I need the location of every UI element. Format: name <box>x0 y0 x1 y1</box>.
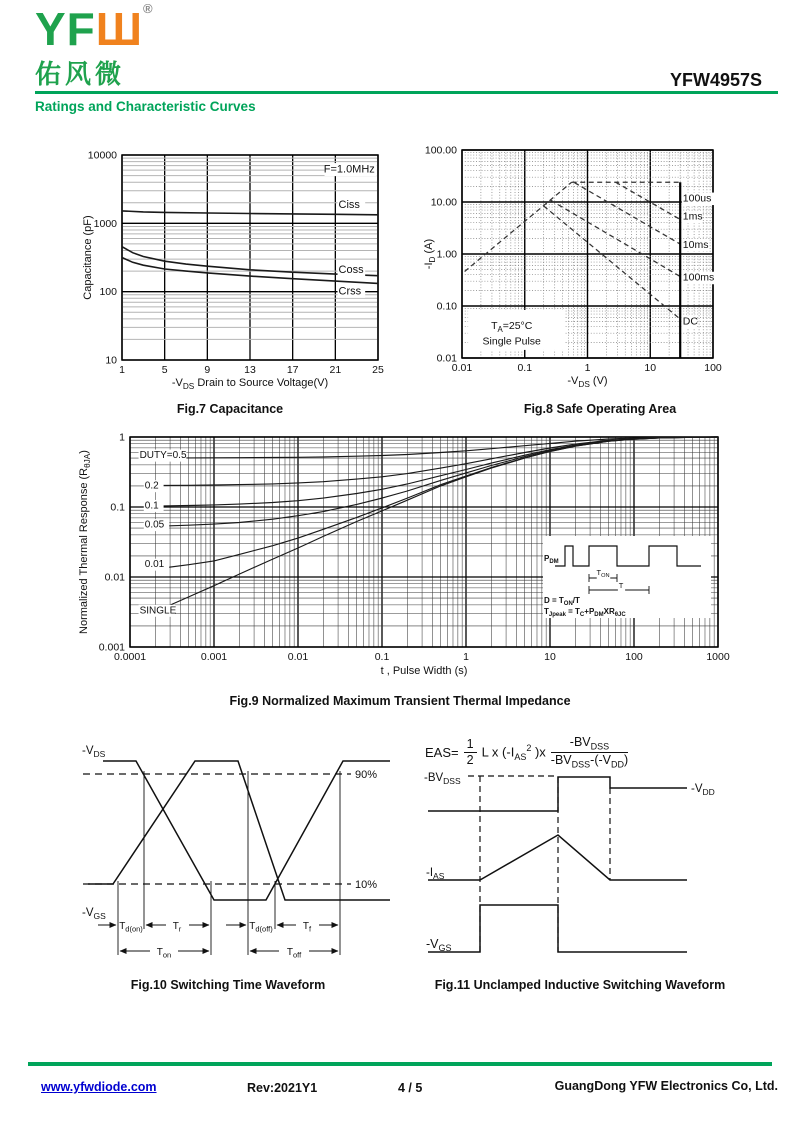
tspan: T <box>618 581 624 590</box>
x-axis-title <box>172 377 328 391</box>
text <box>145 500 159 511</box>
series-label <box>338 199 366 212</box>
text <box>644 362 656 374</box>
text <box>585 362 591 374</box>
tspan: AS <box>433 871 445 881</box>
fig11-caption: Fig.11 Unclamped Inductive Switching Waveform <box>434 978 726 992</box>
text <box>625 651 643 663</box>
tspan: T <box>249 921 256 932</box>
tspan: DM <box>549 559 559 566</box>
tspan: 10 <box>644 362 657 374</box>
text <box>329 364 341 376</box>
series-label <box>324 163 377 176</box>
text <box>287 364 299 376</box>
series-label <box>144 559 169 571</box>
fig9-caption: Fig.9 Normalized Maximum Transient Thermal Impedance <box>229 694 571 708</box>
tspan: 9 <box>204 364 211 376</box>
x-tick-label <box>375 651 390 663</box>
tspan: f <box>309 924 312 934</box>
series-label <box>139 450 187 462</box>
text <box>145 481 159 492</box>
vgs-label <box>426 937 452 953</box>
tspan: -I <box>426 867 434 879</box>
tdon-label <box>119 921 143 934</box>
tspan: 10000 <box>87 149 117 162</box>
footer-company: GuangDong YFW Electronics Co, Ltd. <box>554 1079 778 1093</box>
y-axis-title <box>78 450 92 634</box>
text <box>425 145 457 157</box>
text <box>140 605 177 616</box>
tspan: 13 <box>244 364 256 376</box>
y-tick-label <box>88 150 117 162</box>
tspan: Normalized Thermal Response (R <box>78 467 90 634</box>
text <box>105 572 126 584</box>
logo-chinese: 佑风微 <box>35 59 126 89</box>
registered-mark-icon: ® <box>143 1 154 16</box>
y-axis-title <box>423 239 437 269</box>
tspan: XR <box>603 607 615 616</box>
tspan: -V <box>691 783 703 795</box>
tspan: DS <box>182 382 195 392</box>
text <box>683 272 715 284</box>
tspan: T <box>119 921 126 932</box>
tspan: /T <box>572 596 580 605</box>
fig10-caption: Fig.10 Switching Time Waveform <box>130 978 326 992</box>
tspan: 1 <box>584 362 591 374</box>
tspan: T <box>544 607 549 616</box>
series-label <box>338 285 366 298</box>
x-tick-label <box>644 362 656 374</box>
tspan: 25 <box>372 364 384 376</box>
text <box>288 651 309 663</box>
tspan: DS <box>578 380 590 390</box>
fig7-capacitance-chart <box>60 140 400 392</box>
text <box>423 239 437 269</box>
tspan: T <box>286 947 293 958</box>
tspan: 0.01 <box>451 362 473 374</box>
tspan: 0.001 <box>98 641 125 654</box>
tspan: on <box>162 950 172 960</box>
tspan: θJC <box>614 612 626 619</box>
ias-label <box>426 867 445 881</box>
footer-page-number: 4 / 5 <box>398 1081 423 1095</box>
text <box>162 364 168 376</box>
section-title: Ratings and Characteristic Curves <box>35 99 256 114</box>
x-tick-label <box>625 651 643 663</box>
tspan: -V <box>567 375 579 387</box>
tspan: d(on) <box>125 924 143 934</box>
vgs-trace <box>88 761 390 900</box>
footer-revision: Rev:2021Y1 <box>247 1081 318 1095</box>
tspan: 1000 <box>93 217 117 230</box>
tspan: 10 <box>105 354 117 367</box>
series-label <box>682 272 715 285</box>
span: 2 <box>466 752 474 767</box>
text <box>244 364 256 376</box>
x-tick-label <box>329 364 341 376</box>
tspan: 1ms <box>682 210 703 223</box>
tspan: -V <box>82 745 94 757</box>
y-tick-label <box>105 572 126 584</box>
text <box>110 502 125 514</box>
x-tick-label <box>204 364 210 376</box>
text <box>683 239 709 251</box>
tspan: 0.1 <box>374 651 390 663</box>
tspan: F=1.0MHz <box>323 163 375 176</box>
logo-yf-text: YF <box>35 3 96 55</box>
series-label <box>682 211 703 224</box>
tspan: T <box>156 947 163 958</box>
text <box>619 581 624 590</box>
tspan: =25°C <box>502 320 533 333</box>
x-tick-label <box>372 364 384 376</box>
tspan: 1 <box>119 364 125 376</box>
series-label <box>144 519 169 531</box>
x-tick-label <box>162 364 168 376</box>
tspan: 100us <box>682 192 712 205</box>
x-tick-label <box>288 651 309 663</box>
fig8-caption: Fig.8 Safe Operating Area <box>523 402 677 416</box>
tspan: 5 <box>161 364 168 376</box>
tspan: 1 <box>463 651 469 663</box>
y-tick-label <box>425 145 457 157</box>
tspan: T <box>596 568 602 577</box>
tspan: r <box>178 924 182 934</box>
span: 1 <box>464 737 477 752</box>
series-label <box>682 239 709 252</box>
x-tick-label <box>585 362 591 374</box>
text <box>706 651 730 663</box>
footer-website-link[interactable]: www.yfwdiode.com <box>41 1080 157 1094</box>
tspan: 10 <box>544 651 556 663</box>
tspan: 21 <box>329 364 342 376</box>
tspan: -V <box>171 377 183 389</box>
tspan: DSS <box>443 776 461 786</box>
tspan: DUTY=0.5 <box>139 450 187 462</box>
sub: DSS <box>590 741 610 752</box>
sub: DSS <box>571 759 591 770</box>
tspan: 1 <box>119 431 125 444</box>
text <box>437 353 458 365</box>
tspan: ) <box>78 450 90 454</box>
tspan: 0.01 <box>104 571 125 584</box>
x-tick-label <box>201 651 227 663</box>
y-tick-label <box>110 502 125 514</box>
text <box>683 315 699 327</box>
text <box>119 432 125 444</box>
text <box>683 193 712 205</box>
text <box>78 450 92 634</box>
tspan: off <box>292 950 302 960</box>
tspan: 0.1 <box>517 362 533 374</box>
tspan: 0.01 <box>436 352 457 365</box>
sub: AS <box>514 751 527 762</box>
tspan: Single Pulse <box>482 335 541 348</box>
text <box>201 651 227 663</box>
tspan: 0.01 <box>144 559 165 571</box>
tspan: P <box>544 554 550 563</box>
tspan: 100 <box>625 651 643 663</box>
sup: 2 <box>526 742 532 753</box>
tspan: 0.10 <box>436 300 457 313</box>
vdd-label <box>691 783 715 797</box>
text <box>339 285 362 297</box>
y-tick-label <box>431 197 457 209</box>
y-tick-label <box>437 301 458 313</box>
annotation <box>483 336 542 348</box>
line-pulse-100ms <box>551 200 680 276</box>
y-tick-label <box>437 353 458 365</box>
tspan: (V) <box>589 375 608 387</box>
tspan: 10.00 <box>430 196 457 209</box>
pct10-label: 10% <box>355 879 378 891</box>
tspan: 0.1 <box>110 501 125 514</box>
text <box>99 642 125 654</box>
tspan: = T <box>565 607 580 616</box>
series-label <box>144 480 164 492</box>
annotation <box>491 320 533 334</box>
inset-t-label <box>618 581 625 592</box>
tspan: GS <box>438 943 452 953</box>
span: )x <box>531 744 546 760</box>
tspan: T <box>491 320 498 333</box>
tspan: -V <box>82 907 94 919</box>
x-axis-title <box>567 375 607 389</box>
y-tick-label <box>94 218 118 230</box>
tspan: Jpeak <box>548 612 566 619</box>
tspan: 1000 <box>706 651 730 663</box>
text <box>82 215 94 299</box>
x-tick-label <box>517 362 532 374</box>
tspan: +P <box>584 607 595 616</box>
text <box>145 559 165 570</box>
fig8-soa-chart <box>415 140 785 392</box>
tspan: 0.01 <box>287 651 309 663</box>
tspan: 10ms <box>682 238 709 251</box>
tspan: ON <box>563 601 573 608</box>
fig9-thermal-chart <box>55 428 765 686</box>
x-tick-label <box>463 651 469 663</box>
text <box>483 336 542 348</box>
vds-label <box>82 745 106 759</box>
fig7-caption: Fig.7 Capacitance <box>176 402 284 416</box>
text <box>119 364 125 376</box>
text <box>375 651 390 663</box>
tspan: θJA <box>83 453 93 468</box>
x-axis-title <box>381 665 468 677</box>
vds-trace <box>103 761 390 900</box>
logo-text <box>35 1 154 55</box>
footer-rule <box>28 1062 772 1066</box>
series-label <box>338 264 366 277</box>
text <box>431 197 457 209</box>
tspan: Crss <box>338 285 362 298</box>
text <box>491 320 533 334</box>
tspan: DC <box>682 315 698 328</box>
logo-w-glyph: Ш <box>95 3 144 55</box>
pct90-label: 90% <box>355 769 378 781</box>
bvdss-label <box>424 772 461 786</box>
y-tick-label <box>119 432 125 444</box>
span: L x (-I <box>481 744 515 760</box>
text <box>463 651 469 663</box>
tspan: 100ms <box>682 271 715 284</box>
tspan: 100.00 <box>424 144 457 157</box>
text <box>567 375 607 389</box>
tspan: DM <box>594 612 604 619</box>
sub: DD <box>610 759 624 770</box>
span: -BV <box>550 752 572 767</box>
tspan: -I <box>423 262 435 270</box>
text <box>683 211 703 223</box>
text <box>105 355 117 367</box>
tspan: d(off) <box>255 924 273 934</box>
tspan: Ciss <box>338 199 360 212</box>
text <box>372 364 384 376</box>
y-tick-label <box>99 642 125 654</box>
tspan: 0.05 <box>144 519 165 531</box>
tspan: 0.0001 <box>113 651 147 663</box>
formula-eas: EAS= <box>425 744 459 760</box>
tspan: A <box>497 325 503 335</box>
fig10-switching-waveform <box>58 733 398 968</box>
tspan: ON <box>601 573 610 580</box>
x-tick-label <box>244 364 256 376</box>
text <box>204 364 210 376</box>
tspan: 100 <box>704 362 722 374</box>
tspan: DS <box>93 749 106 759</box>
line-dc <box>544 206 681 319</box>
text <box>517 362 532 374</box>
text <box>172 377 328 391</box>
text <box>339 199 361 211</box>
y-tick-label <box>105 355 117 367</box>
tspan: C <box>579 612 585 619</box>
tdoff-label <box>249 921 273 934</box>
text <box>145 520 165 531</box>
tspan: DD <box>702 787 715 797</box>
part-number: YFW4957S <box>669 70 762 90</box>
text <box>324 164 375 176</box>
text <box>544 651 556 663</box>
inset-ton-label <box>596 568 610 579</box>
tspan: Drain to Source Voltage(V) <box>194 377 329 389</box>
text <box>94 218 118 230</box>
tspan: GS <box>93 911 106 921</box>
text <box>437 301 458 313</box>
tspan: T <box>172 921 179 932</box>
fig11-uis-waveform <box>410 737 790 972</box>
y-tick-label <box>437 249 458 261</box>
tspan: t , Pulse Width (s) <box>380 665 468 677</box>
text <box>140 450 187 461</box>
y-tick-label <box>99 286 117 298</box>
x-tick-label <box>706 651 730 663</box>
tspan: -V <box>426 937 439 951</box>
tspan: 0.1 <box>144 500 159 512</box>
header-rule <box>35 91 778 94</box>
series-label <box>139 605 177 617</box>
text <box>437 249 458 261</box>
tspan: 17 <box>286 364 299 376</box>
tspan: 0.001 <box>200 651 228 663</box>
series-label <box>144 500 164 512</box>
text <box>88 150 117 162</box>
tspan: Coss <box>338 264 364 277</box>
span: -(-V <box>590 752 611 767</box>
vgs-label <box>82 907 106 921</box>
tspan: 1.00 <box>436 248 457 261</box>
text <box>339 264 365 276</box>
tspan: (A) <box>423 238 435 257</box>
vgs-trace <box>428 905 687 952</box>
x-tick-label <box>119 364 125 376</box>
span: ) <box>623 752 629 767</box>
tspan: -BV <box>424 772 444 784</box>
tspan: SINGLE <box>139 605 177 617</box>
x-tick-label <box>704 362 722 374</box>
tspan: T <box>302 921 310 932</box>
tspan: 0.2 <box>144 480 159 492</box>
vds-trace <box>428 777 687 811</box>
series-label <box>682 193 714 206</box>
tspan: D <box>428 256 438 263</box>
logo <box>35 1 154 91</box>
tspan: Capacitance (pF) <box>82 215 94 300</box>
tspan: 100 <box>99 286 117 299</box>
text <box>99 286 117 298</box>
x-tick-label <box>287 364 299 376</box>
text <box>704 362 722 374</box>
x-tick-label <box>544 651 556 663</box>
y-axis-title <box>82 215 94 299</box>
tspan: D = T <box>544 596 564 605</box>
series-label <box>682 315 699 328</box>
text <box>381 665 468 677</box>
span: -BV <box>569 735 591 749</box>
